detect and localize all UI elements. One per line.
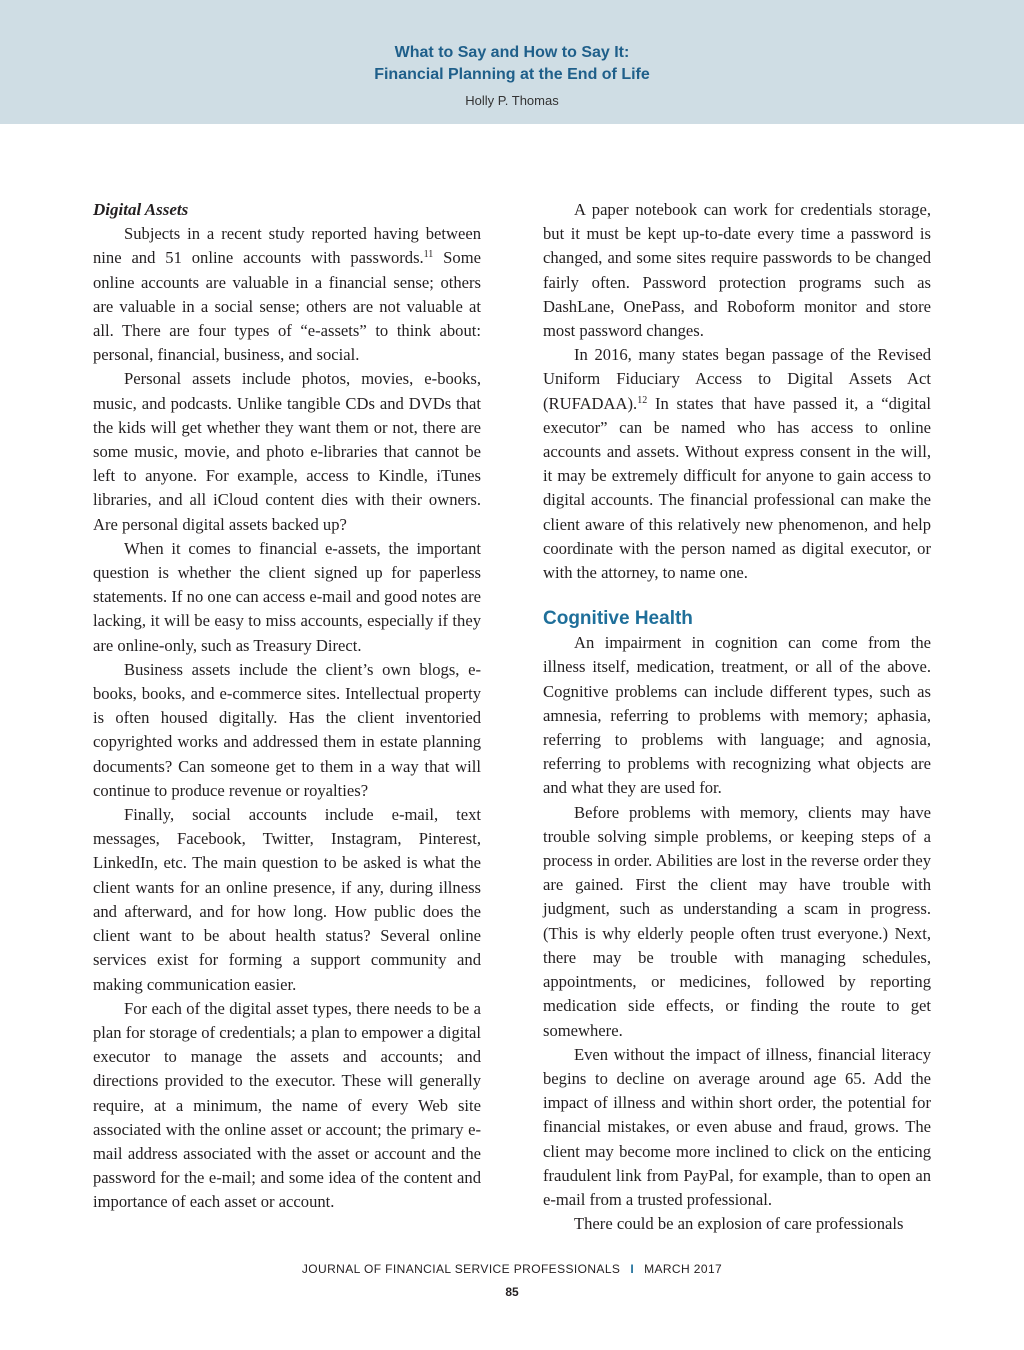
paragraph bbox=[93, 222, 481, 367]
page-number: 85 bbox=[505, 1285, 519, 1299]
right-column bbox=[543, 198, 931, 1236]
paragraph-text: In states that have passed it, a “digital executor” can be named who has access to online accounts and assets. Without express consent in the will, it may be extremely difficult for anyone to gain access to digital accounts. The financial professional can make the client aware of this relatively new phenomenon, and help coordinate with the person named as digital executor, or with the attorney, to name one. bbox=[543, 393, 931, 583]
paragraph-text: Some online accounts are valuable in a financial sense; others are valuable in a social sense; others are not valuable at all. There are four types of “e-assets” to think about: personal, financial, business, and social. bbox=[93, 248, 481, 365]
footnote-ref: 11 bbox=[423, 249, 434, 261]
paragraph: Finally, social accounts include e-mail, text messages, Facebook, Twitter, Instagram, Pinterest, LinkedIn, etc. The main question to be asked is what the client wants for an online presence, if any, during illness and afterward, and for how long. How public does the client want to be about health status? Several online services exist for forming a support community and making communication easier. bbox=[93, 805, 481, 994]
paragraph: When it comes to financial e-assets, the important question is whether the client signed up for paperless statements. If no one can access e-mail and good notes are lacking, it will be easy to miss accounts, especially if they are online-only, such as Treasury Direct. bbox=[93, 538, 481, 655]
paragraph: Even without the impact of illness, financial literacy begins to decline on average around age 65. Add the impact of illness and within short order, the potential for financial mistakes, or even abuse and fraud, grows. The client may become more inclined to click on the enticing fraudulent link from PayPal, for example, than to open an e-mail from a trusted professional. bbox=[543, 1044, 931, 1209]
paragraph: For each of the digital asset types, there needs to be a plan for storage of credentials; a plan to empower a digital executor to manage the assets and accounts; and directions provided to the executor. These will generally require, at a minimum, the name of every Web site associated with the online asset or account; the primary e-mail address associated with the asset or account and the password for the e-mail; and some idea of the content and importance of each asset or account. bbox=[93, 998, 481, 1212]
subhead-digital-assets: Digital Assets bbox=[93, 200, 189, 219]
article-author: Holly P. Thomas bbox=[465, 93, 559, 108]
journal-name: JOURNAL OF FINANCIAL SERVICE PROFESSIONALS bbox=[301, 1262, 621, 1276]
section-heading-cognitive-health: Cognitive Health bbox=[543, 608, 693, 630]
footnote-ref: 12 bbox=[637, 394, 648, 406]
paragraph: An impairment in cognition can come from the illness itself, medication, treatment, or all of the above. Cognitive problems can include different types, such as amnesia, referring to problems with memory; aphasia, referring to problems with language; and agnosia, referring to problems with recognizing what objects are and what they are used for. bbox=[543, 633, 931, 798]
paragraph bbox=[543, 343, 931, 585]
paragraph-text: In 2016, many states began passage of the Revised Uniform Fiduciary Access to Digital Assets Act (RUFADAA). bbox=[543, 345, 931, 413]
paragraph: There could be an explosion of care professionals bbox=[574, 1214, 904, 1234]
footer-separator: I bbox=[630, 1262, 635, 1276]
paragraph-text: Subjects in a recent study reported having between nine and 51 online accounts with passwords. bbox=[93, 224, 481, 268]
page-footer bbox=[0, 1262, 1024, 1276]
article-title-line-2: Financial Planning at the End of Life bbox=[374, 66, 650, 83]
issue-date: MARCH 2017 bbox=[644, 1262, 723, 1276]
left-column bbox=[93, 198, 481, 1215]
article-header-banner bbox=[0, 0, 1024, 124]
paragraph: Before problems with memory, clients may have trouble solving simple problems, or keeping steps of a process in order. Abilities are lost in the reverse order they are gained. First the client may have trouble with judgment, such as understanding a scam in progress. (This is why elderly people often trust everyone.) Next, there may be trouble with managing schedules, appointments, or medicines, followed by reporting medication side effects, or finding the route to get somewhere. bbox=[543, 802, 931, 1040]
article-title-line-1: What to Say and How to Say It: bbox=[394, 44, 630, 61]
paragraph: Personal assets include photos, movies, e-books, music, and podcasts. Unlike tangible CDs and DVDs that the kids will get whether they want them or not, there are some music, movie, and photo e-libraries that cannot be left to anyone. For example, access to Kindle, iTunes libraries, and all iCloud content dies with their owners. Are personal digital assets backed up? bbox=[93, 369, 481, 534]
paragraph: A paper notebook can work for credentials storage, but it must be kept up-to-date every time a password is changed, and some sites require passwords to be changed fairly often. Password protection programs such as DashLane, OnePass, and Roboform monitor and store most password changes. bbox=[543, 200, 931, 341]
paragraph: Business assets include the client’s own blogs, e-books, books, and e-commerce sites. Intellectual property is often housed digitally. Has the client inventoried copyrighted works and addressed them in estate planning documents? Can someone get to them in a way that will continue to produce revenue or royalties? bbox=[93, 659, 481, 800]
